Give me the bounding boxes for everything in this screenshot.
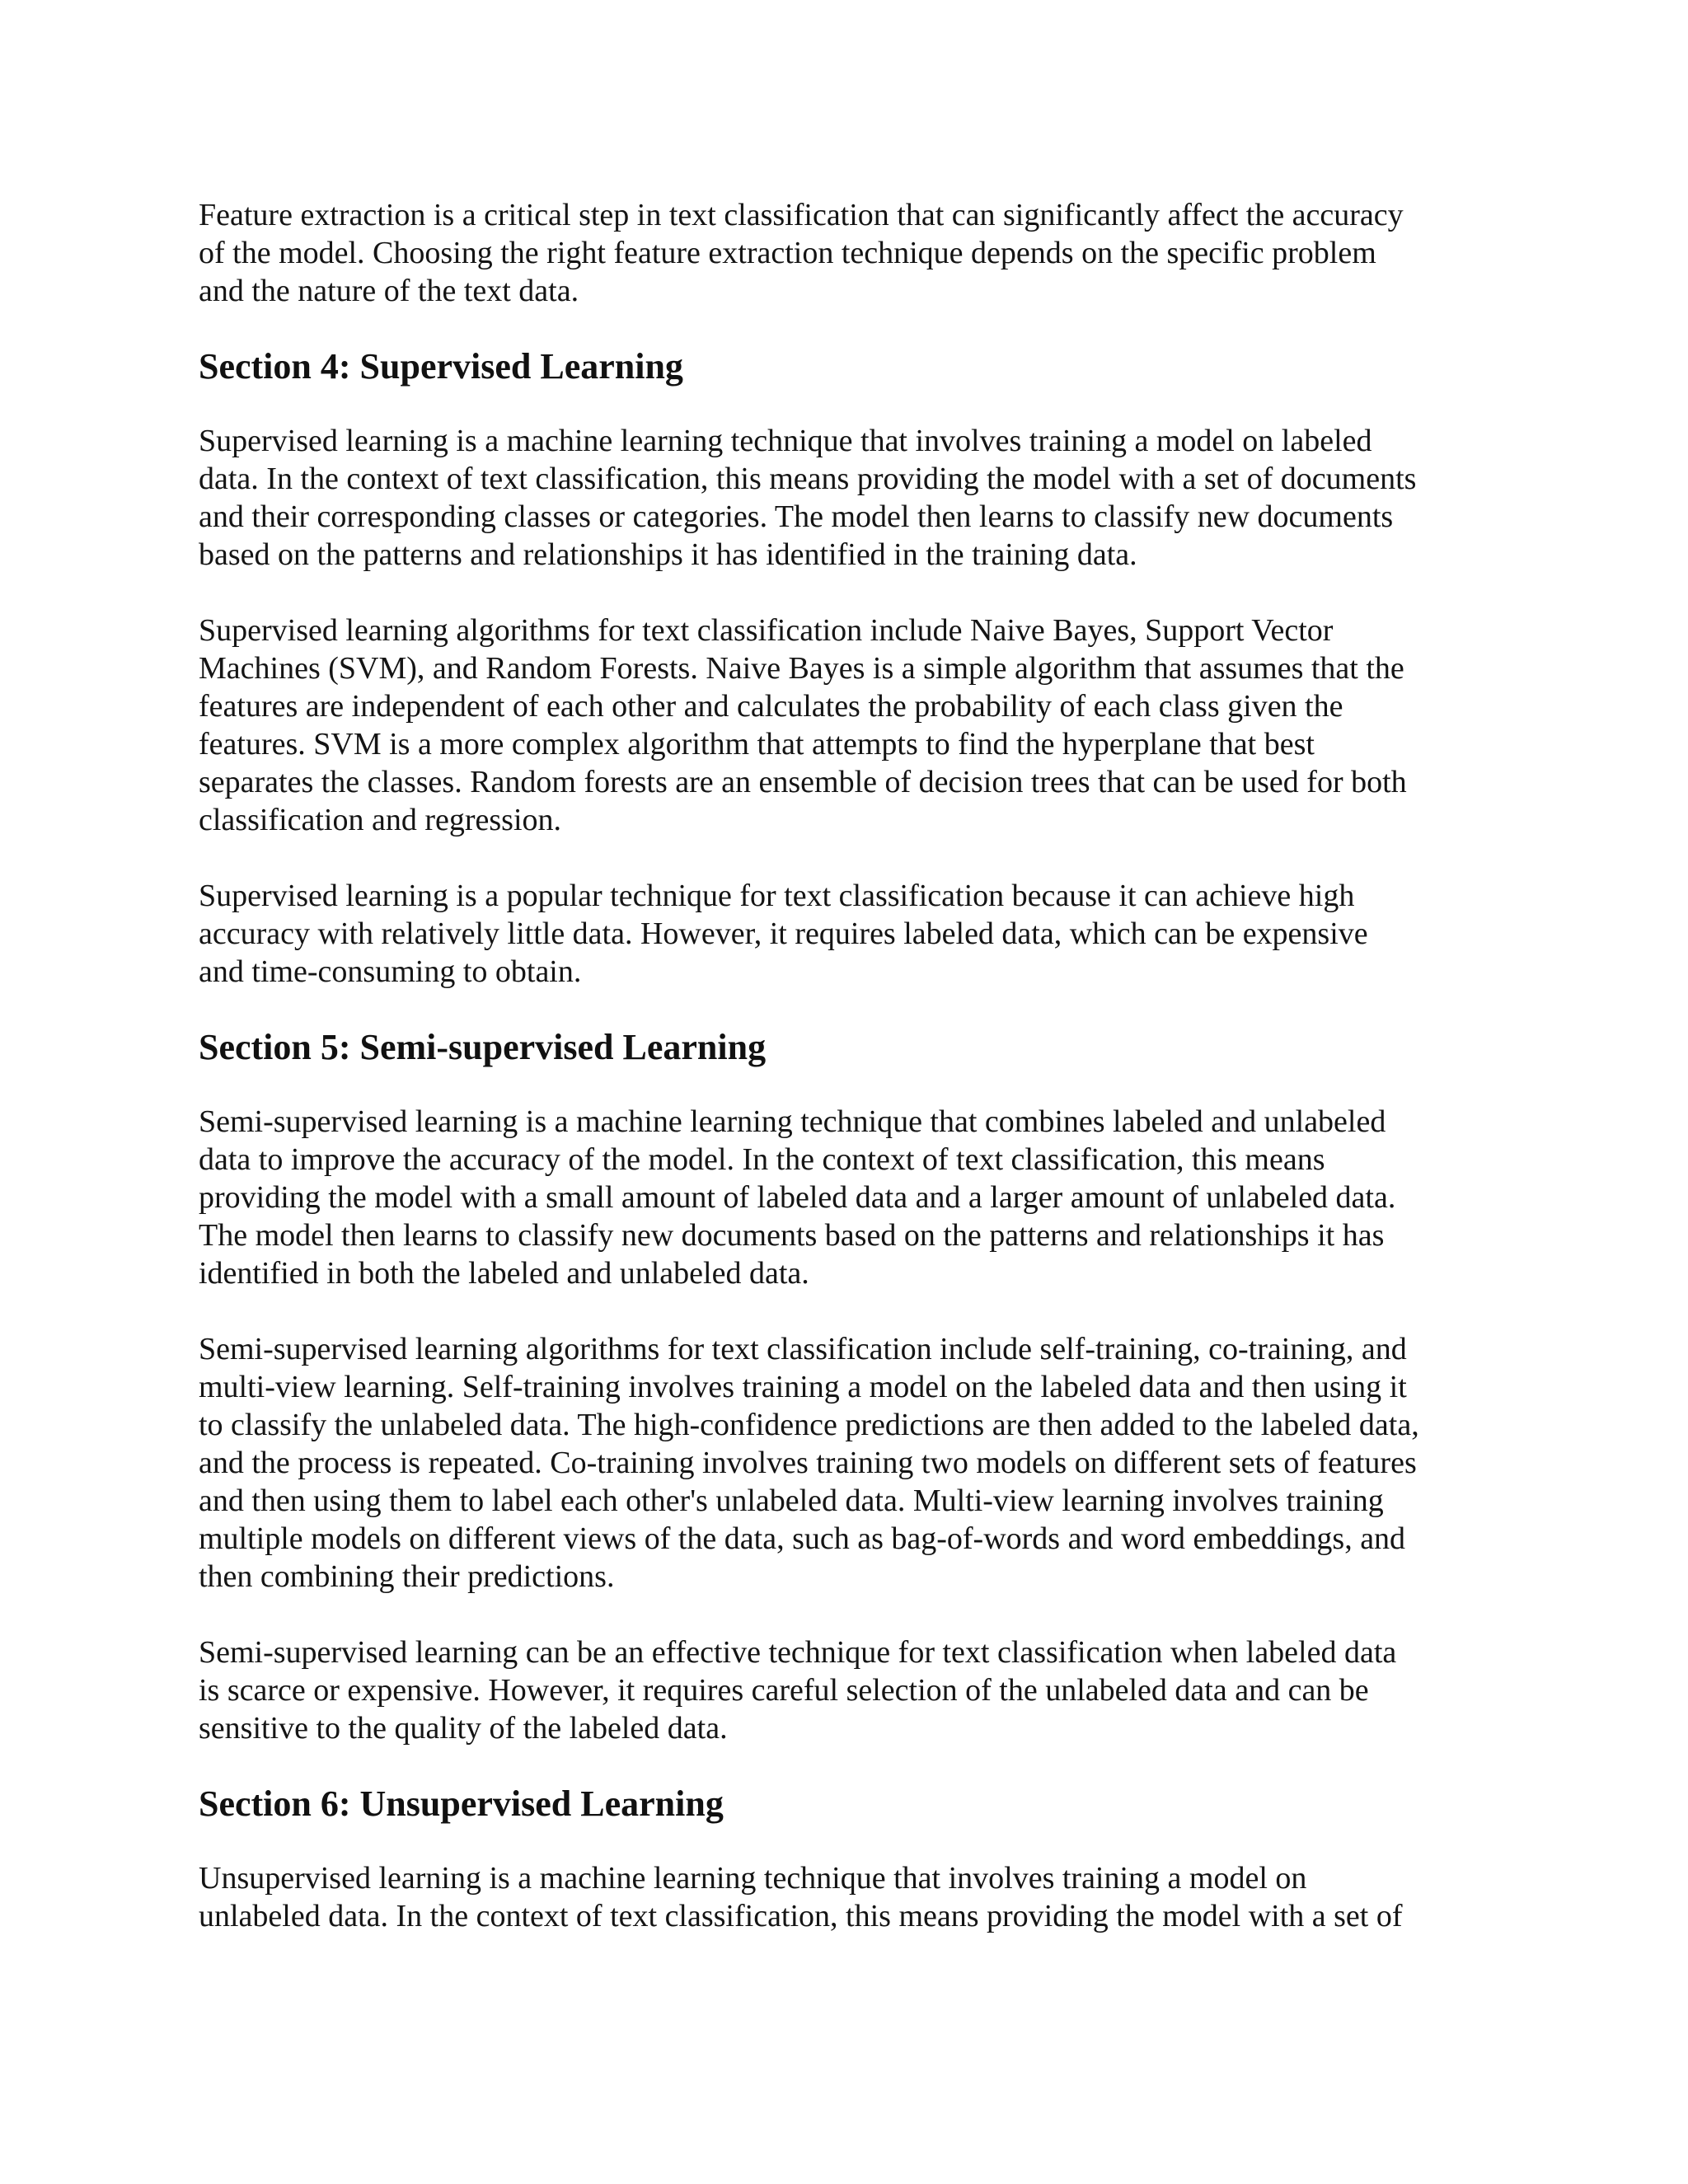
text-line: classification and regression. bbox=[199, 803, 562, 837]
text-line: features are independent of each other and calculates the probability of each class given the bbox=[199, 689, 1343, 724]
text-line: Semi-supervised learning algorithms for text classification include self-training, co-training, and bbox=[199, 1332, 1407, 1366]
text-line: providing the model with a small amount of labeled data and a larger amount of unlabeled data. bbox=[199, 1180, 1396, 1215]
section-6-heading: Section 6: Unsupervised Learning bbox=[199, 1783, 724, 1824]
text-line: data to improve the accuracy of the model. In the context of text classification, this means bbox=[199, 1142, 1325, 1177]
text-line: and their corresponding classes or categories. The model then learns to classify new documents bbox=[199, 499, 1394, 534]
text-line: Supervised learning algorithms for text classification include Naive Bayes, Support Vector bbox=[199, 613, 1334, 648]
text-line: The model then learns to classify new documents based on the patterns and relationships it has bbox=[199, 1218, 1385, 1253]
text-line: Supervised learning is a machine learning technique that involves training a model on labeled bbox=[199, 424, 1372, 458]
paragraph-supervised-summary bbox=[199, 877, 1493, 991]
text-line: data. In the context of text classification, this means providing the model with a set of documents bbox=[199, 462, 1417, 496]
text-line: Feature extraction is a critical step in text classification that can significantly affect the accuracy bbox=[199, 198, 1404, 232]
text-line: based on the patterns and relationships it has identified in the training data. bbox=[199, 537, 1137, 572]
paragraph-semi-supervised-intro bbox=[199, 1103, 1493, 1292]
text-line: and the nature of the text data. bbox=[199, 274, 579, 308]
paragraph-feature-extraction bbox=[199, 196, 1493, 310]
paragraph-supervised-intro bbox=[199, 422, 1493, 574]
text-line: is scarce or expensive. However, it requires careful selection of the unlabeled data and can be bbox=[199, 1673, 1369, 1708]
text-line: Semi-supervised learning can be an effective technique for text classification when labeled data bbox=[199, 1635, 1397, 1670]
text-line: and time-consuming to obtain. bbox=[199, 954, 582, 989]
paragraph-semi-supervised-algorithms bbox=[199, 1330, 1493, 1596]
text-line: Machines (SVM), and Random Forests. Naive Bayes is a simple algorithm that assumes that the bbox=[199, 651, 1404, 686]
text-line: identified in both the labeled and unlabeled data. bbox=[199, 1256, 809, 1291]
section-4-heading: Section 4: Supervised Learning bbox=[199, 346, 683, 387]
text-line: Semi-supervised learning is a machine learning technique that combines labeled and unlabeled bbox=[199, 1104, 1386, 1139]
text-line: to classify the unlabeled data. The high-confidence predictions are then added to the labeled data, bbox=[199, 1408, 1419, 1442]
text-line: and the process is repeated. Co-training involves training two models on different sets of features bbox=[199, 1446, 1417, 1480]
text-line: and then using them to label each other's unlabeled data. Multi-view learning involves training bbox=[199, 1483, 1384, 1518]
text-line: sensitive to the quality of the labeled data. bbox=[199, 1711, 728, 1746]
text-line: then combining their predictions. bbox=[199, 1559, 615, 1594]
document-page bbox=[199, 196, 1493, 1935]
text-line: accuracy with relatively little data. However, it requires labeled data, which can be expensive bbox=[199, 916, 1368, 951]
paragraph-supervised-algorithms bbox=[199, 612, 1493, 839]
paragraph-semi-supervised-summary bbox=[199, 1633, 1493, 1747]
paragraph-unsupervised-intro bbox=[199, 1859, 1493, 1935]
text-line: multi-view learning. Self-training involves training a model on the labeled data and then using it bbox=[199, 1370, 1407, 1404]
text-line: Unsupervised learning is a machine learning technique that involves training a model on bbox=[199, 1861, 1307, 1896]
text-line: multiple models on different views of the data, such as bag-of-words and word embeddings, and bbox=[199, 1521, 1406, 1556]
text-line: of the model. Choosing the right feature extraction technique depends on the specific problem bbox=[199, 236, 1376, 270]
section-5-heading: Section 5: Semi-supervised Learning bbox=[199, 1027, 767, 1067]
text-line: features. SVM is a more complex algorithm that attempts to find the hyperplane that best bbox=[199, 727, 1315, 762]
text-line: separates the classes. Random forests are an ensemble of decision trees that can be used for both bbox=[199, 765, 1407, 799]
text-line: unlabeled data. In the context of text classification, this means providing the model with a set of bbox=[199, 1899, 1403, 1933]
text-line: Supervised learning is a popular technique for text classification because it can achieve high bbox=[199, 879, 1355, 913]
